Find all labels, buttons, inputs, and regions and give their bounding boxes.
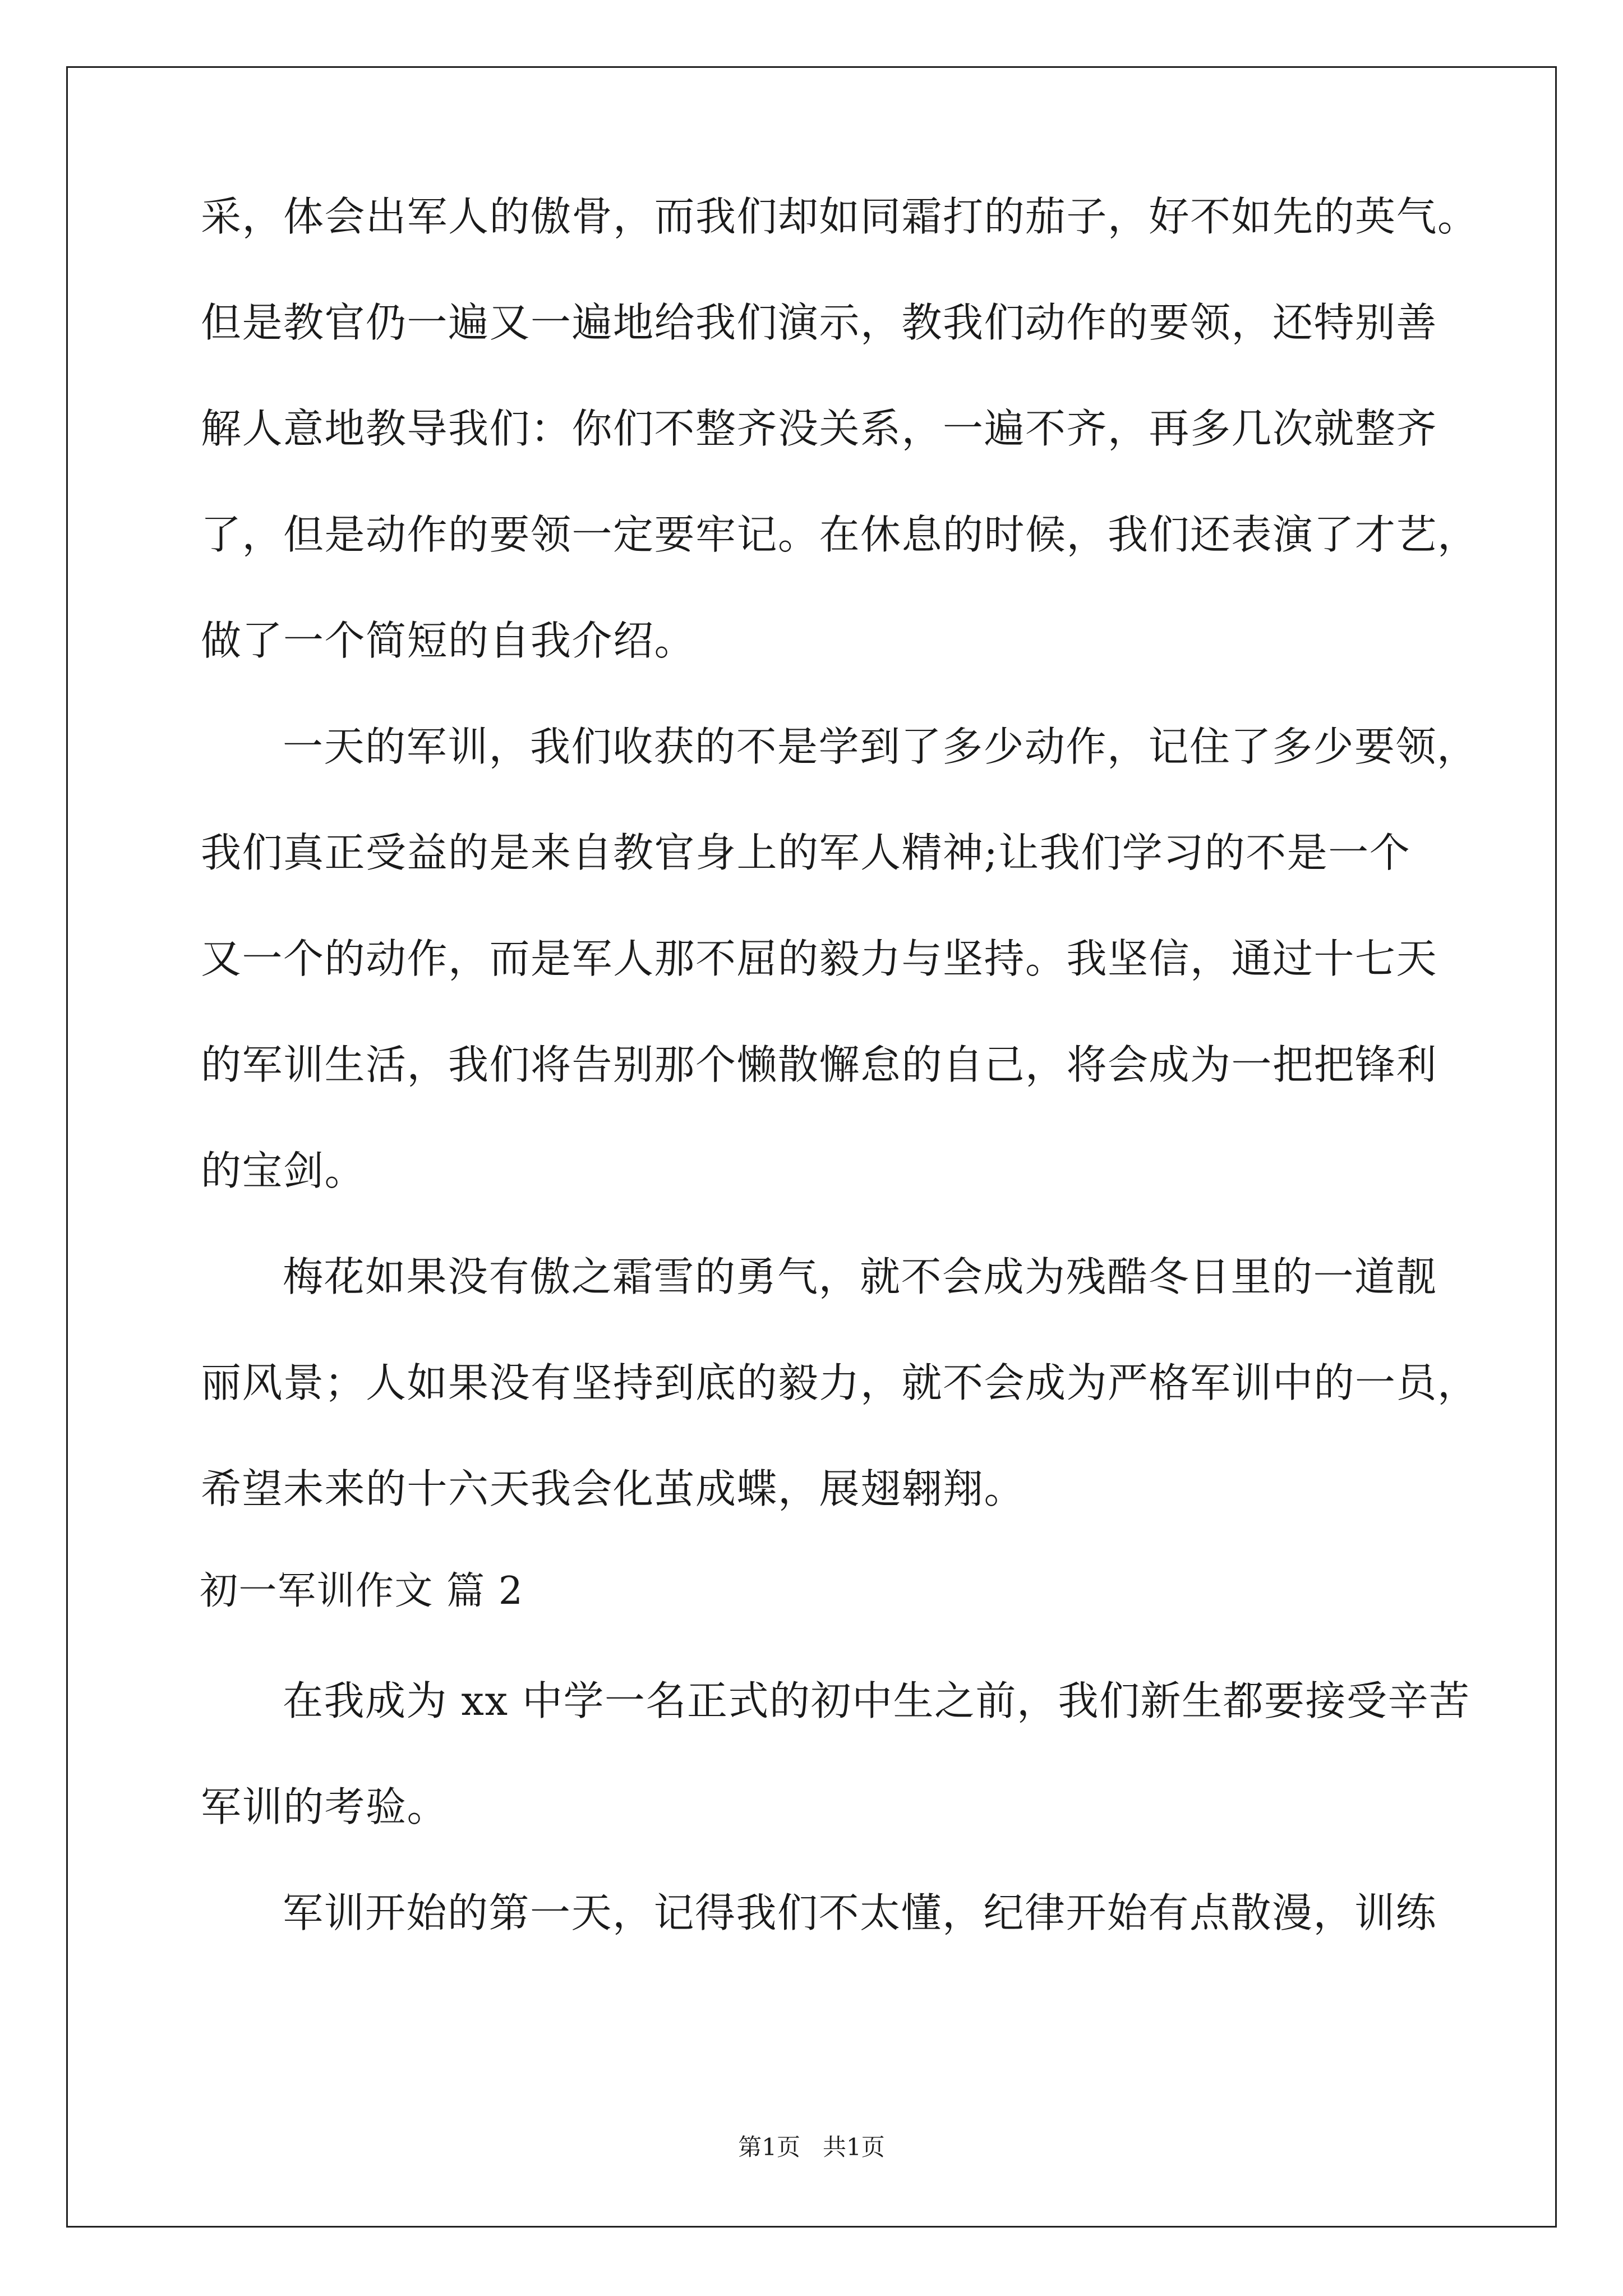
paragraph-line: 梅花如果没有傲之霜雪的勇气，就不会成为残酷冬日里的一道靓 xyxy=(283,1253,1437,1300)
paragraph-line: 解人意地教导我们：你们不整齐没关系，一遍不齐，再多几次就整齐 xyxy=(201,405,1438,452)
paragraph-line: 一天的军训，我们收获的不是学到了多少动作，记住了多少要领， xyxy=(283,723,1478,770)
paragraph-line: 希望未来的十六天我会化茧成蝶，展翅翱翔。 xyxy=(201,1465,1026,1512)
page-footer: 第1页 共1页 xyxy=(738,2133,885,2161)
paragraph-line: 军训的考验。 xyxy=(201,1783,449,1830)
paragraph-line: 了，但是动作的要领一定要牢记。在休息的时候，我们还表演了才艺， xyxy=(201,511,1479,558)
paragraph-line: 我们真正受益的是来自教官身上的军人精神;让我们学习的不是一个 xyxy=(201,829,1411,876)
paragraph-line: 又一个的动作，而是军人那不屈的毅力与坚持。我坚信，通过十七天 xyxy=(201,935,1438,982)
paragraph-line: 采，体会出军人的傲骨，而我们却如同霜打的茄子，好不如先的英气。 xyxy=(201,193,1479,240)
paragraph-line: 做了一个简短的自我介绍。 xyxy=(201,617,696,664)
paragraph-line: 但是教官仍一遍又一遍地给我们演示，教我们动作的要领，还特别善 xyxy=(201,299,1438,346)
paragraph-line: 军训开始的第一天，记得我们不太懂，纪律开始有点散漫，训练 xyxy=(283,1889,1437,1936)
paragraph-line: 在我成为 xx 中学一名正式的初中生之前，我们新生都要接受辛苦 xyxy=(283,1677,1470,1724)
paragraph-line: 丽风景；人如果没有坚持到底的毅力，就不会成为严格军训中的一员， xyxy=(201,1359,1479,1406)
paragraph-line: 的军训生活，我们将告别那个懒散懈怠的自己，将会成为一把把锋利 xyxy=(201,1041,1438,1088)
section-heading: 初一军训作文 篇 2 xyxy=(200,1569,524,1613)
paragraph-line: 的宝剑。 xyxy=(201,1147,366,1194)
